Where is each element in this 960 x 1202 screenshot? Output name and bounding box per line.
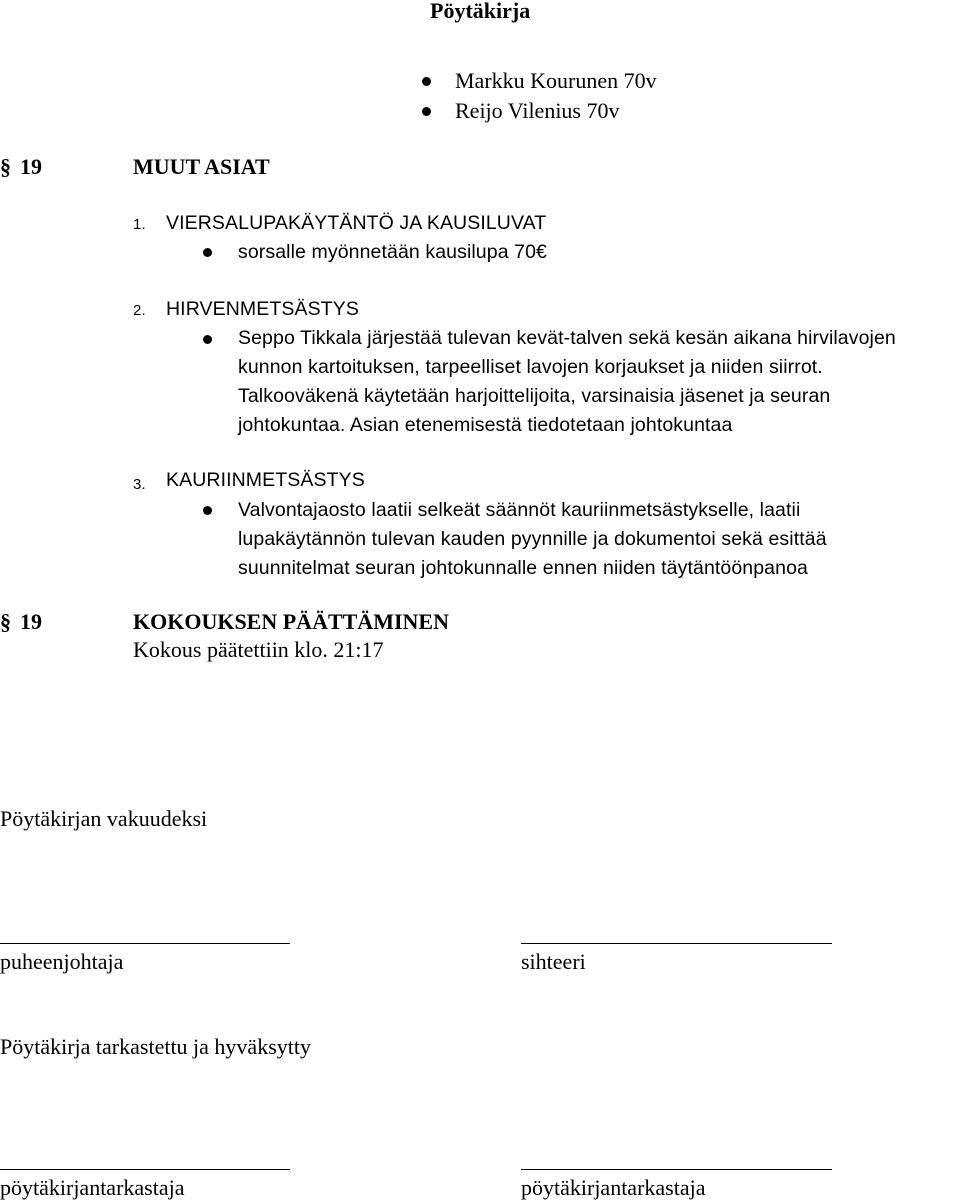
- bullet-icon: [203, 248, 212, 257]
- item-bullet-line: suunnitelmat seuran johtokunnalle ennen niiden täytäntöönpanoa: [238, 557, 808, 579]
- section-title: KOKOUKSEN PÄÄTTÄMINEN: [133, 609, 449, 634]
- checker2-signature-line: [521, 1169, 832, 1170]
- section-number-icon: §: [0, 609, 11, 634]
- secretary-label: sihteeri: [521, 949, 586, 974]
- section-title: MUUT ASIAT: [133, 154, 270, 179]
- bullet-icon: [203, 506, 212, 515]
- bullet-icon: [203, 335, 212, 344]
- bullet-icon: [422, 77, 431, 86]
- item-bullet-line: johtokuntaa. Asian etenemisestä tiedotetaan johtokuntaa: [238, 414, 733, 436]
- chair-label: puheenjohtaja: [0, 949, 124, 974]
- intro-bullet-item: Reijo Vilenius 70v: [455, 98, 620, 123]
- page-title: Pöytäkirja: [430, 0, 531, 23]
- section-number: 19: [20, 609, 42, 634]
- checker1-label: pöytäkirjantarkastaja: [0, 1175, 185, 1200]
- item-bullet-line: Valvontajaosto laatii selkeät säännöt kauriinmetsästykselle, laatii: [238, 499, 801, 521]
- closing-text: Kokous päätettiin klo. 21:17: [133, 637, 384, 662]
- bullet-icon: [422, 107, 431, 116]
- item-number: 1.: [133, 216, 146, 233]
- item-bullet-line: Seppo Tikkala järjestää tulevan kevät-talven sekä kesän aikana hirvilavojen: [238, 327, 896, 349]
- section-number: 19: [20, 154, 42, 179]
- chair-signature-line: [0, 943, 290, 944]
- item-bullet-line: Talkooväkenä käytetään harjoittelijoita, varsinaisia jäsenet ja seuran: [238, 385, 831, 407]
- item-number: 2.: [133, 302, 146, 319]
- item-title: HIRVENMETSÄSTYS: [166, 298, 359, 320]
- approved-label: Pöytäkirja tarkastettu ja hyväksytty: [0, 1034, 311, 1059]
- checker1-signature-line: [0, 1169, 290, 1170]
- item-bullet-line: sorsalle myönnetään kausilupa 70€: [238, 241, 547, 263]
- secretary-signature-line: [521, 943, 832, 944]
- checker2-label: pöytäkirjantarkastaja: [521, 1175, 706, 1200]
- item-title: VIERSALUPAKÄYTÄNTÖ JA KAUSILUVAT: [166, 212, 547, 234]
- section-number-icon: §: [0, 154, 11, 179]
- intro-bullet-item: Markku Kourunen 70v: [455, 68, 657, 93]
- item-number: 3.: [133, 476, 146, 493]
- item-bullet-line: kunnon kartoituksen, tarpeelliset lavojen korjaukset ja niiden siirrot.: [238, 356, 823, 378]
- item-bullet-line: lupakäytännön tulevan kauden pyynnille ja dokumentoi sekä esittää: [238, 528, 827, 550]
- item-title: KAURIINMETSÄSTYS: [166, 469, 365, 491]
- vakuudeksi-label: Pöytäkirjan vakuudeksi: [0, 806, 208, 831]
